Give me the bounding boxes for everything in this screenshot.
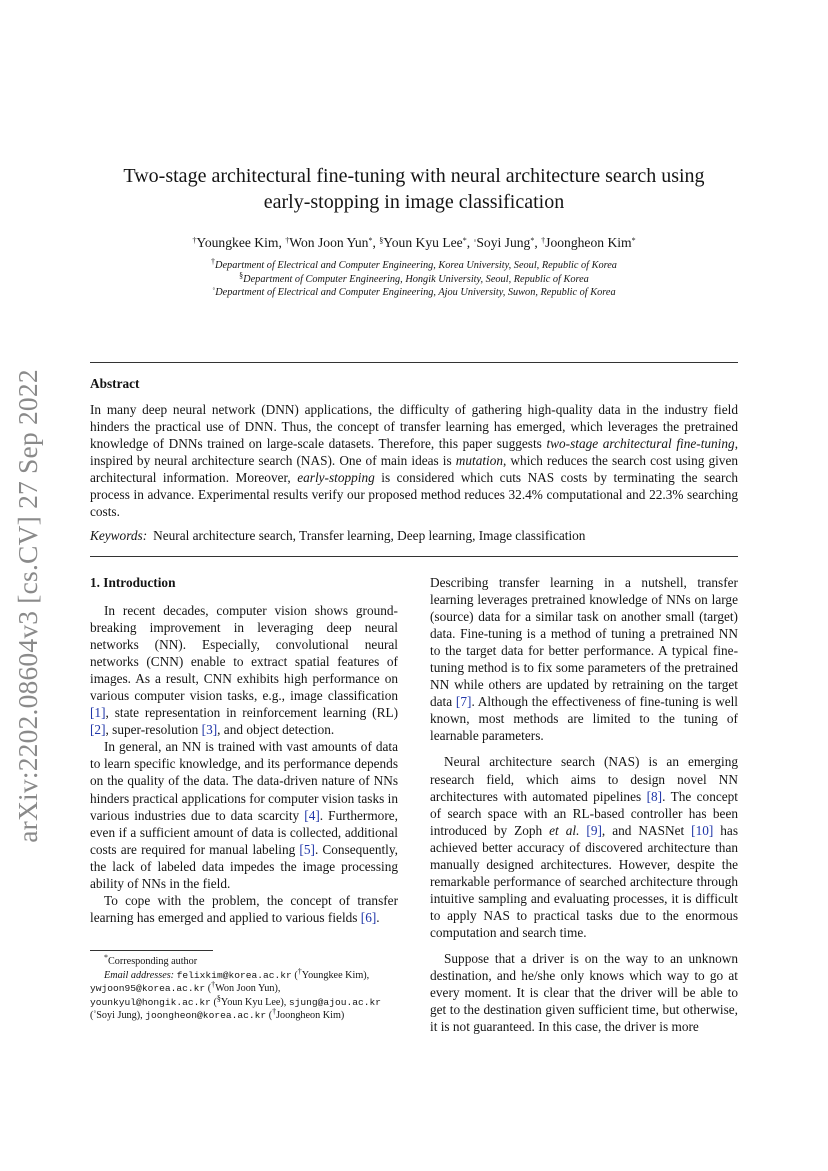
footnote-rule bbox=[90, 950, 213, 951]
right-column bbox=[430, 574, 738, 1035]
affiliation-list bbox=[90, 259, 738, 300]
citation-link[interactable]: [4] bbox=[304, 807, 320, 823]
title-line-1: Two-stage architectural fine-tuning with neural architecture search using bbox=[123, 165, 705, 187]
affiliation-3: ◦Department of Electrical and Computer Engineering, Ajou University, Suwon, Republic of Korea bbox=[212, 284, 616, 298]
arxiv-identifier-stamp bbox=[4, 360, 52, 852]
keywords-text: Neural architecture search, Transfer learning, Deep learning, Image classification bbox=[153, 528, 586, 543]
citation-link[interactable]: [2] bbox=[90, 722, 106, 738]
left-column bbox=[90, 574, 398, 926]
affiliation-2: §Department of Computer Engineering, Hongik University, Seoul, Republic of Korea bbox=[239, 270, 589, 285]
author-5: †Joongheon Kim* bbox=[541, 235, 636, 250]
intro-paragraph-1: In recent decades, computer vision shows ground-breaking improvement in leveraging deep neural networks (NN). Especially, convolutional neural networks (CNN) enable to extract spatial features of images. As a result, CNN exhibits high performance on various computer vision tasks, e.g., image classification [1], state representation in reinforcement learning (RL) [2], super-resolution [3], and object detection. bbox=[90, 603, 398, 738]
email-link[interactable]: joongheon@korea.ac.kr bbox=[145, 1010, 267, 1021]
affiliation-1: †Department of Electrical and Computer Engineering, Korea University, Seoul, Republic of Korea bbox=[211, 257, 617, 271]
citation-link[interactable]: [3] bbox=[201, 722, 218, 738]
title-line-2: early-stopping in image classification bbox=[263, 191, 565, 213]
corresponding-author-note: *Corresponding author bbox=[104, 953, 198, 967]
abstract-top-rule bbox=[90, 362, 738, 363]
arxiv-identifier-text: arXiv:2202.08604v3 [cs.CV] 27 Sep 2022 bbox=[12, 369, 43, 843]
email-addresses: Email addresses: felixkim@korea.ac.kr (†Youngkee Kim), ywjoon95@korea.ac.kr (†Won Joon Yun), younkyul@hongik.ac.kr (§Youn Kyu Lee), sjung@ajou.ac.kr (◦Soyi Jung), joongheon@korea.ac.kr (†Joongheon Kim) bbox=[90, 966, 382, 1021]
email-link[interactable]: ywjoon95@korea.ac.kr bbox=[90, 983, 206, 994]
footnote-block bbox=[90, 955, 398, 1023]
citation-link[interactable]: [6] bbox=[360, 909, 377, 925]
intro-paragraph-4: Describing transfer learning in a nutshell, transfer learning leverages pretrained knowledge of NNs on large (source) data for a similar task on another small (target) data. Fine-tuning is a method of tuning a pretrained NN to the target data for better performance. A typical fine-tuning method is to fix some parameters of the pretrained NN while others are updated by retraining on the target data [7]. Although the effectiveness of fine-tuning is well known, most methods are limited to the tuning of learnable parameters. bbox=[430, 575, 738, 744]
citation-link[interactable]: [8] bbox=[646, 788, 663, 804]
author-4: ◦Soyi Jung* bbox=[473, 235, 535, 250]
citation-link[interactable]: [7] bbox=[455, 694, 472, 710]
section-heading-introduction: 1. Introduction bbox=[90, 575, 176, 590]
citation-link[interactable]: [5] bbox=[299, 841, 315, 857]
intro-paragraph-3: To cope with the problem, the concept of transfer learning has emerged and applied to various fields [6]. bbox=[90, 892, 398, 925]
abstract-heading: Abstract bbox=[90, 376, 140, 391]
abstract-text: In many deep neural network (DNN) applications, the difficulty of gathering high-quality data in the industry field hinders the practical use of DNN. Thus, the concept of transfer learning has emerged, which leverages the pretrained knowledge of DNNs trained on large-scale datasets. Therefore, this paper suggests two-stage architectural fine-tuning, inspired by neural architecture search (NAS). One of main ideas is mutation, which reduces the search cost using given architectural information. Moreover, early-stopping is considered which cuts NAS costs by terminating the search process in advance. Experimental results verify our proposed method reduces 32.4% computational and 22.3% searching costs. bbox=[90, 402, 739, 520]
author-1: †Youngkee Kim bbox=[192, 235, 279, 250]
author-2: †Won Joon Yun* bbox=[285, 235, 373, 250]
email-link[interactable]: younkyul@hongik.ac.kr bbox=[90, 996, 211, 1008]
author-3: §Youn Kyu Lee* bbox=[379, 235, 467, 250]
intro-paragraph-5: Neural architecture search (NAS) is an emerging research field, which aims to design novel NN architectures with automated pipelines [8]. The concept of search space with an RL-based controller has been introduced by Zoph et al. [9], and NASNet [10] has achieved better accuracy of discovered architecture than manually designed architectures. However, despite the remarkable performance of searched architecture through intuitive sampling and evaluating processes, it is difficult to apply NAS to practical tasks due to the enormous computation and search time. bbox=[430, 754, 739, 940]
paper-title bbox=[90, 163, 738, 215]
intro-paragraph-6: Suppose that a driver is on the way to an unknown destination, and he/she only knows which way to go at every moment. It is clear that the driver will be able to get to the destination given sufficient time, but otherwise, it is not guaranteed. In this case, the driver is more bbox=[430, 950, 738, 1035]
email-link[interactable]: felixkim@korea.ac.kr bbox=[176, 969, 292, 981]
email-link[interactable]: sjung@ajou.ac.kr bbox=[288, 996, 382, 1008]
keywords bbox=[90, 527, 738, 544]
citation-link[interactable]: [9] bbox=[586, 822, 602, 838]
citation-link[interactable]: [10] bbox=[691, 822, 714, 838]
intro-paragraph-2: In general, an NN is trained with vast amounts of data to learn specific knowledge, and its performance depends on the quality of the data. The data-driven nature of NNs hinders practical applications for computer vision tasks in various industries due to data scarcity [4]. Furthermore, even if a sufficient amount of data is collected, additional costs are required for manual labeling [5]. Consequently, the lack of labeled data impedes the image processing ability of NNs in the field. bbox=[90, 739, 398, 891]
author-list: †Youngkee Kim, †Won Joon Yun*, §Youn Kyu Lee*, ◦Soyi Jung*, †Joongheon Kim* bbox=[192, 235, 636, 250]
abstract-bottom-rule bbox=[90, 556, 738, 557]
citation-link[interactable]: [1] bbox=[90, 705, 106, 721]
keywords-label: Keywords: bbox=[90, 528, 148, 543]
